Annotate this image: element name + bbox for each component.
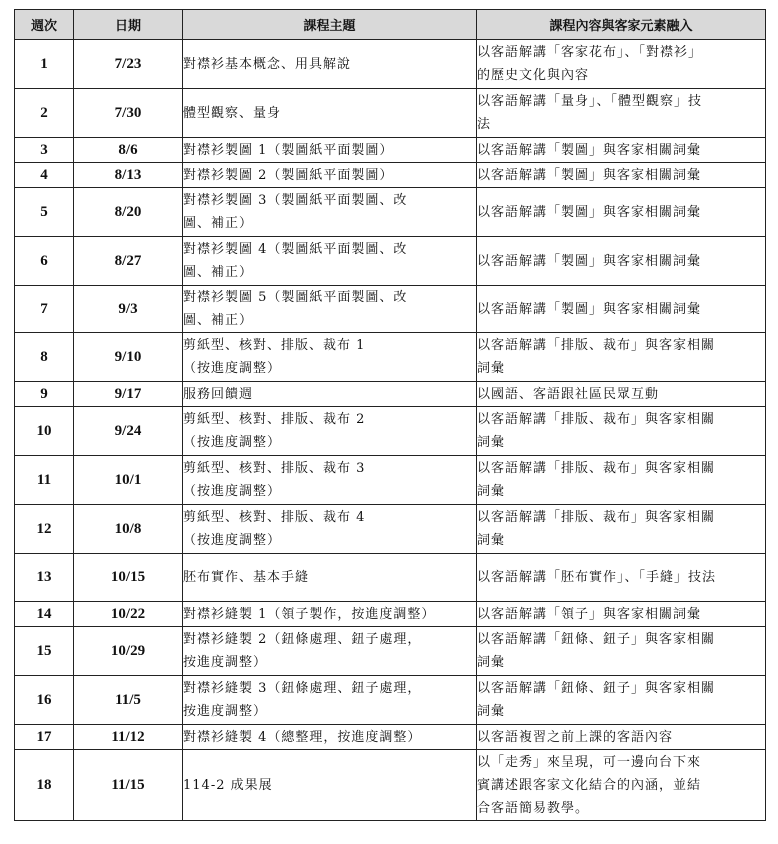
table-row bbox=[15, 505, 766, 554]
week-cell: 9 bbox=[15, 382, 74, 407]
course-schedule bbox=[14, 9, 766, 821]
date-cell: 9/10 bbox=[74, 333, 183, 382]
content-line: 以客語解講「排版、裁布」與客家相關 bbox=[477, 338, 716, 353]
table-row bbox=[15, 286, 766, 333]
topic-line: 剪紙型、核對、排版、裁布 3 bbox=[183, 461, 366, 476]
week-cell: 17 bbox=[15, 725, 74, 750]
week-cell: 2 bbox=[15, 89, 74, 138]
week-cell: 15 bbox=[15, 627, 74, 676]
date-cell: 9/3 bbox=[74, 286, 183, 333]
table-row bbox=[15, 456, 766, 505]
table-row bbox=[15, 627, 766, 676]
content-cell bbox=[477, 382, 766, 407]
date-cell: 10/15 bbox=[74, 554, 183, 602]
topic-line: 對襟衫縫製 1（領子製作，按進度調整） bbox=[183, 606, 436, 622]
topic-cell bbox=[183, 725, 477, 750]
topic-line: （按進度調整） bbox=[183, 435, 282, 450]
topic-line: 剪紙型、核對、排版、裁布 2 bbox=[183, 412, 366, 427]
content-line: 詞彙 bbox=[477, 484, 506, 499]
topic-cell bbox=[183, 40, 477, 89]
topic-line: 對襟衫縫製 4（總整理，按進度調整） bbox=[183, 729, 422, 745]
table-row bbox=[15, 602, 766, 627]
content-cell bbox=[477, 138, 766, 163]
content-cell bbox=[477, 286, 766, 333]
topic-line: 按進度調整） bbox=[183, 704, 268, 719]
week-cell: 16 bbox=[15, 676, 74, 725]
content-line: 以客語複習之前上課的客語內容 bbox=[477, 729, 674, 745]
topic-cell bbox=[183, 333, 477, 382]
content-cell bbox=[477, 505, 766, 554]
content-cell bbox=[477, 407, 766, 456]
content-line: 以客語解講「鈕條、鈕子」與客家相關 bbox=[477, 632, 716, 647]
week-cell: 11 bbox=[15, 456, 74, 505]
content-line: 的歷史文化與內容 bbox=[477, 68, 590, 83]
topic-line: 圖、補正） bbox=[183, 216, 254, 231]
topic-line: 對襟衫製圖 3（製圖紙平面製圖、改 bbox=[183, 193, 408, 208]
topic-line: 按進度調整） bbox=[183, 655, 268, 670]
content-line: 以客語解講「製圖」與客家相關詞彙 bbox=[477, 167, 702, 183]
date-cell: 10/29 bbox=[74, 627, 183, 676]
content-cell bbox=[477, 163, 766, 188]
content-line: 以客語解講「排版、裁布」與客家相關 bbox=[477, 461, 716, 476]
topic-cell bbox=[183, 138, 477, 163]
table-row bbox=[15, 163, 766, 188]
header-content: 課程內容與客家元素融入 bbox=[477, 10, 766, 40]
content-cell bbox=[477, 602, 766, 627]
topic-line: 圖、補正） bbox=[183, 265, 254, 280]
topic-cell bbox=[183, 407, 477, 456]
date-cell: 8/13 bbox=[74, 163, 183, 188]
topic-line: 對襟衫製圖 4（製圖紙平面製圖、改 bbox=[183, 242, 408, 257]
topic-line: 對襟衫製圖 5（製圖紙平面製圖、改 bbox=[183, 290, 408, 305]
topic-line: 胚布實作、基本手縫 bbox=[183, 570, 310, 585]
content-line: 以客語解講「胚布實作」、「手縫」技法 bbox=[477, 570, 717, 585]
table-row bbox=[15, 188, 766, 237]
table-row bbox=[15, 725, 766, 750]
content-line: 詞彙 bbox=[477, 704, 506, 719]
content-line: 以客語解講「客家花布」、「對襟衫」 bbox=[477, 45, 703, 60]
content-line: 詞彙 bbox=[477, 361, 506, 376]
date-cell: 10/1 bbox=[74, 456, 183, 505]
topic-line: （按進度調整） bbox=[183, 533, 282, 548]
table-row bbox=[15, 407, 766, 456]
week-cell: 5 bbox=[15, 188, 74, 237]
date-cell: 10/8 bbox=[74, 505, 183, 554]
content-line: 以客語解講「排版、裁布」與客家相關 bbox=[477, 412, 716, 427]
table-row bbox=[15, 676, 766, 725]
content-line: 法 bbox=[477, 117, 492, 132]
table-row bbox=[15, 89, 766, 138]
topic-line: 對襟衫縫製 3（鈕條處理、鈕子處理， bbox=[183, 681, 422, 696]
week-cell: 4 bbox=[15, 163, 74, 188]
content-cell bbox=[477, 456, 766, 505]
content-line: 詞彙 bbox=[477, 435, 506, 450]
topic-cell bbox=[183, 505, 477, 554]
content-cell bbox=[477, 40, 766, 89]
topic-line: 剪紙型、核對、排版、裁布 4 bbox=[183, 510, 366, 525]
topic-cell bbox=[183, 602, 477, 627]
topic-line: 對襟衫製圖 1（製圖紙平面製圖） bbox=[183, 142, 394, 158]
header-date: 日期 bbox=[74, 10, 183, 40]
week-cell: 3 bbox=[15, 138, 74, 163]
table-row bbox=[15, 333, 766, 382]
content-cell bbox=[477, 627, 766, 676]
week-cell: 1 bbox=[15, 40, 74, 89]
date-cell: 11/5 bbox=[74, 676, 183, 725]
content-cell bbox=[477, 750, 766, 821]
date-cell: 7/30 bbox=[74, 89, 183, 138]
topic-line: 服務回饋週 bbox=[183, 386, 254, 402]
content-cell bbox=[477, 237, 766, 286]
table-row bbox=[15, 382, 766, 407]
content-line: 以國語、客語跟社區民眾互動 bbox=[477, 386, 660, 402]
content-line: 以客語解講「製圖」與客家相關詞彙 bbox=[477, 253, 702, 269]
date-cell: 9/24 bbox=[74, 407, 183, 456]
date-cell: 11/12 bbox=[74, 725, 183, 750]
week-cell: 14 bbox=[15, 602, 74, 627]
table-row bbox=[15, 138, 766, 163]
content-line: 詞彙 bbox=[477, 533, 506, 548]
topic-cell bbox=[183, 627, 477, 676]
table-row bbox=[15, 750, 766, 821]
content-cell bbox=[477, 333, 766, 382]
topic-line: 剪紙型、核對、排版、裁布 1 bbox=[183, 338, 366, 353]
topic-cell bbox=[183, 89, 477, 138]
topic-line: 對襟衫基本概念、用具解說 bbox=[183, 56, 352, 72]
topic-cell bbox=[183, 750, 477, 821]
content-cell bbox=[477, 676, 766, 725]
date-cell: 10/22 bbox=[74, 602, 183, 627]
date-cell: 11/15 bbox=[74, 750, 183, 821]
date-cell: 9/17 bbox=[74, 382, 183, 407]
schedule-table bbox=[14, 9, 766, 821]
content-cell bbox=[477, 725, 766, 750]
content-line: 詞彙 bbox=[477, 655, 506, 670]
week-cell: 18 bbox=[15, 750, 74, 821]
topic-cell bbox=[183, 676, 477, 725]
header-row bbox=[15, 10, 766, 40]
content-line: 以客語解講「製圖」與客家相關詞彙 bbox=[477, 301, 702, 317]
week-cell: 10 bbox=[15, 407, 74, 456]
content-line: 以客語解講「鈕條、鈕子」與客家相關 bbox=[477, 681, 716, 696]
date-cell: 8/20 bbox=[74, 188, 183, 237]
table-row bbox=[15, 554, 766, 602]
week-cell: 6 bbox=[15, 237, 74, 286]
header-topic: 課程主題 bbox=[183, 10, 477, 40]
content-line: 以客語解講「製圖」與客家相關詞彙 bbox=[477, 204, 702, 220]
topic-cell bbox=[183, 382, 477, 407]
date-cell: 7/23 bbox=[74, 40, 183, 89]
date-cell: 8/6 bbox=[74, 138, 183, 163]
topic-line: （按進度調整） bbox=[183, 484, 282, 499]
content-line: 合客語簡易教學。 bbox=[477, 800, 590, 816]
topic-line: 體型觀察、量身 bbox=[183, 105, 282, 121]
topic-line: （按進度調整） bbox=[183, 361, 282, 376]
header-week: 週次 bbox=[15, 10, 74, 40]
content-line: 以「走秀」來呈現，可一邊向台下來 bbox=[477, 754, 702, 770]
content-line: 以客語解講「排版、裁布」與客家相關 bbox=[477, 510, 716, 525]
content-line: 以客語解講「製圖」與客家相關詞彙 bbox=[477, 142, 702, 158]
content-line: 以客語解講「領子」與客家相關詞彙 bbox=[477, 606, 702, 622]
topic-cell bbox=[183, 554, 477, 602]
table-row bbox=[15, 237, 766, 286]
week-cell: 7 bbox=[15, 286, 74, 333]
content-line: 賓講述跟客家文化結合的內涵，並結 bbox=[477, 777, 702, 793]
topic-line: 114-2 成果展 bbox=[183, 777, 273, 793]
week-cell: 12 bbox=[15, 505, 74, 554]
topic-line: 對襟衫製圖 2（製圖紙平面製圖） bbox=[183, 167, 394, 183]
content-cell bbox=[477, 188, 766, 237]
date-cell: 8/27 bbox=[74, 237, 183, 286]
week-cell: 13 bbox=[15, 554, 74, 602]
topic-cell bbox=[183, 163, 477, 188]
content-line: 以客語解講「量身」、「體型觀察」技 bbox=[477, 94, 703, 109]
topic-cell bbox=[183, 286, 477, 333]
topic-cell bbox=[183, 456, 477, 505]
topic-cell bbox=[183, 237, 477, 286]
topic-line: 對襟衫縫製 2（鈕條處理、鈕子處理， bbox=[183, 632, 422, 647]
topic-line: 圖、補正） bbox=[183, 313, 254, 328]
content-cell bbox=[477, 554, 766, 602]
table-row bbox=[15, 40, 766, 89]
week-cell: 8 bbox=[15, 333, 74, 382]
topic-cell bbox=[183, 188, 477, 237]
content-cell bbox=[477, 89, 766, 138]
